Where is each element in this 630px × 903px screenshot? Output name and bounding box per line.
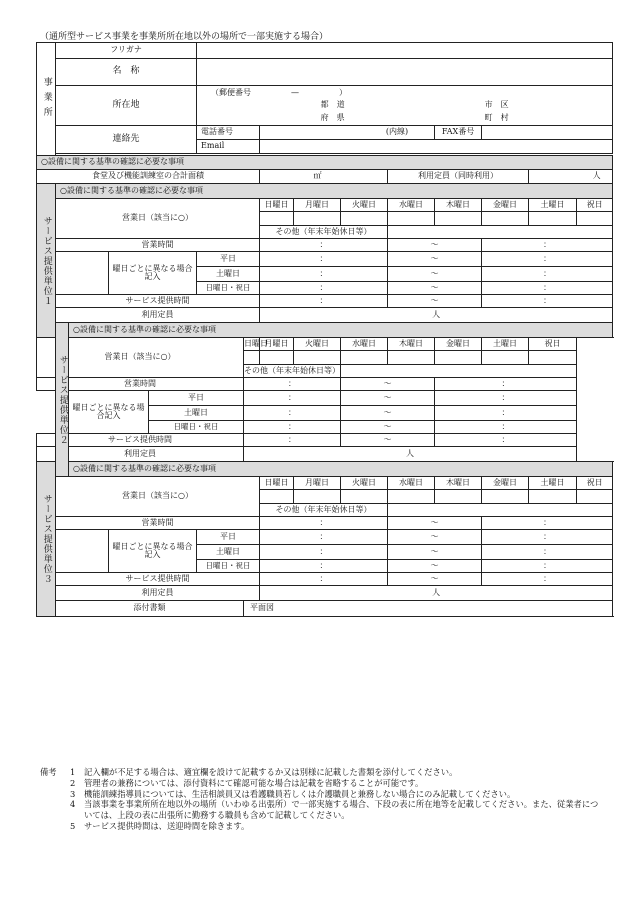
address-line[interactable] — [197, 100, 613, 112]
todo-text: 都 道 — [320, 100, 345, 110]
colon: ： — [319, 295, 328, 305]
unit-3-day-header: 木曜日 — [435, 477, 482, 490]
colon: ： — [543, 253, 552, 263]
unit-1-hours-label: 営業時間 — [56, 239, 260, 252]
colon: ： — [319, 239, 328, 249]
ext-label[interactable] — [260, 126, 435, 140]
tilde: 〜 — [383, 407, 392, 417]
unit-1-day-header: 祝日 — [577, 199, 613, 212]
chouson-text: 町 村 — [484, 113, 509, 123]
unit-3-sunday_holiday-start[interactable] — [260, 560, 388, 573]
facility-heading: ○設備に関する基準の確認に必要な事項 — [37, 156, 613, 170]
unit-1-hours-start[interactable] — [260, 239, 388, 252]
unit-1-day-checkbox[interactable] — [482, 212, 529, 226]
note-text: 記入欄が不足する場合は、適宜欄を設けて記載するか又は別様に記載した書類を添付してください。 — [84, 767, 458, 777]
colon: ： — [288, 434, 297, 444]
fuken-text: 府 県 — [320, 113, 345, 123]
colon: ： — [543, 573, 552, 583]
unit-3-hours-start[interactable] — [260, 517, 388, 530]
unit-1-other-input[interactable] — [388, 226, 613, 239]
unit-2-day-header: 月曜日 — [260, 338, 294, 351]
unit-2-weekday-end[interactable] — [435, 391, 577, 406]
unit-3-service-start[interactable] — [260, 573, 388, 586]
colon: ： — [501, 378, 510, 388]
colon: ： — [319, 546, 328, 556]
unit-3-other-input[interactable] — [388, 504, 613, 517]
unit-1-saturday-tilde — [388, 267, 482, 282]
unit-1-day-header: 木曜日 — [435, 199, 482, 212]
unit-2-day-checkbox[interactable] — [244, 351, 260, 365]
notes-head — [40, 778, 70, 789]
colon: ： — [319, 282, 328, 292]
colon: ： — [288, 378, 297, 388]
note-text: サービス提供時間は、送迎時間を除きます。 — [84, 820, 250, 831]
colon: ： — [288, 407, 297, 417]
unit-3-weekday-start[interactable] — [260, 530, 388, 545]
note-item — [40, 821, 600, 832]
colon: ： — [501, 392, 510, 402]
colon: ： — [501, 421, 510, 431]
unit-1-service-tilde — [388, 295, 482, 308]
tilde: 〜 — [430, 560, 439, 570]
unit-3-weekday-tilde — [388, 530, 482, 545]
unit-3-day-checkbox[interactable] — [341, 490, 388, 504]
unit-2-day-checkbox[interactable] — [529, 351, 577, 365]
unit-1-service-start[interactable] — [260, 295, 388, 308]
unit-1-sunday_holiday-label: 日曜日・祝日 — [197, 282, 260, 295]
area-label: 食堂及び機能訓練室の合計面積 — [37, 170, 260, 184]
person-unit: 人 — [432, 587, 441, 597]
tilde: 〜 — [430, 253, 439, 263]
notes-head — [40, 799, 70, 821]
unit-3-day-header: 水曜日 — [388, 477, 435, 490]
email-label: Email — [197, 140, 260, 154]
colon: ： — [319, 517, 328, 527]
colon: ： — [319, 531, 328, 541]
note-item — [40, 767, 600, 778]
cell — [56, 252, 109, 295]
unit-3-service-hours-label: サービス提供時間 — [56, 573, 260, 586]
shiku-text: 市 区 — [484, 100, 509, 110]
unit-2-saturday-tilde — [341, 406, 435, 421]
unit-2-day-header: 日曜日 — [244, 338, 260, 351]
area-unit: ㎡ — [313, 171, 322, 181]
note-number: 4 — [70, 799, 76, 810]
unit-3-saturday-start[interactable] — [260, 545, 388, 560]
unit-1-day-checkbox[interactable] — [388, 212, 435, 226]
unit-1-saturday-start[interactable] — [260, 267, 388, 282]
unit-1-day-checkbox[interactable] — [529, 212, 577, 226]
unit-1-service-end[interactable] — [482, 295, 613, 308]
unit-2-day-checkbox[interactable] — [260, 351, 294, 365]
unit-2-hours-label: 営業時間 — [37, 378, 244, 391]
tilde: 〜 — [430, 531, 439, 541]
colon: ： — [288, 392, 297, 402]
note-text: 当該事業を事業所所在地以外の場所（いわゆる出張所）で一部実施する場合、下段の表に所在地等を記載してください。また、従業者については、上段の表に出張所に勤務する職員も含めて記載してください。 — [84, 799, 599, 821]
tilde: 〜 — [383, 434, 392, 444]
unit-1-per-day-label: 曜日ごとに異なる場合記入 — [109, 252, 197, 295]
tilde: 〜 — [430, 282, 439, 292]
unit-3-day-header: 土曜日 — [529, 477, 577, 490]
cell — [56, 530, 109, 573]
unit-3-day-checkbox[interactable] — [388, 490, 435, 504]
unit-3-day-header: 月曜日 — [294, 477, 341, 490]
office-side-label: 事業所 — [37, 43, 56, 156]
unit-2-saturday-end[interactable] — [435, 406, 577, 421]
capacity-label: 利用定員（同時利用） — [388, 170, 529, 184]
unit-2-service-end[interactable] — [435, 434, 577, 447]
unit-2-weekday-label: 平日 — [149, 391, 244, 406]
tilde: 〜 — [383, 421, 392, 431]
address-line-2[interactable] — [197, 112, 613, 126]
note-number: 1 — [70, 767, 76, 777]
unit-3-day-checkbox[interactable] — [529, 490, 577, 504]
unit-2-sunday_holiday-tilde — [341, 421, 435, 434]
unit-2-hours-start[interactable] — [244, 378, 341, 391]
unit-3-capacity-label: 利用定員 — [56, 586, 260, 601]
unit-3-saturday-end[interactable] — [482, 545, 613, 560]
unit-2-weekday-start[interactable] — [244, 391, 341, 406]
unit-2-sunday_holiday-end[interactable] — [435, 421, 577, 434]
furigana-label: フリガナ — [56, 43, 197, 59]
unit-3-per-day-label: 曜日ごとに異なる場合記入 — [109, 530, 197, 573]
note-text: 機能訓練指導員については、生活相談員又は看護職員若しくは介護職員と兼務しない場合にのみ記載してください。 — [84, 788, 516, 799]
tilde: 〜 — [430, 268, 439, 278]
unit-1-sunday_holiday-tilde — [388, 282, 482, 295]
unit-1-weekday-end[interactable] — [482, 252, 613, 267]
postal-code-field[interactable] — [197, 86, 613, 100]
unit-1-business-days-label: 営業日（該当に○） — [56, 199, 260, 239]
unit-1-sunday_holiday-start[interactable] — [260, 282, 388, 295]
unit-2-capacity-input[interactable] — [244, 447, 577, 462]
unit-2-other-input[interactable] — [341, 365, 577, 378]
unit-2-side-label: サービス提供単位２ — [56, 323, 69, 477]
unit-2-business-days-label: 営業日（該当に○） — [37, 338, 244, 378]
unit-3-saturday-label: 土曜日 — [197, 545, 260, 560]
colon: ： — [543, 282, 552, 292]
unit-3-weekday-label: 平日 — [197, 530, 260, 545]
unit-1-weekday-tilde — [388, 252, 482, 267]
colon: ： — [319, 268, 328, 278]
note-item — [40, 799, 600, 821]
colon: ： — [543, 295, 552, 305]
attachment-value[interactable]: 平面図 — [244, 601, 613, 617]
unit-1-hours-end[interactable] — [482, 239, 613, 252]
unit-3-other-label: その他（年末年始休日等） — [260, 504, 388, 517]
unit-3-hours-end[interactable] — [482, 517, 613, 530]
postal-text: （郵便番号 — ） — [211, 87, 348, 97]
unit-1-day-checkbox[interactable] — [260, 212, 294, 226]
unit-3-day-checkbox[interactable] — [482, 490, 529, 504]
unit-2-day-header: 金曜日 — [435, 338, 482, 351]
unit-1-weekday-start[interactable] — [260, 252, 388, 267]
unit-1-day-header: 土曜日 — [529, 199, 577, 212]
notes-section — [40, 767, 600, 832]
unit-1-day-checkbox[interactable] — [294, 212, 341, 226]
notes-head: 備考 — [40, 767, 57, 777]
unit-3-day-checkbox[interactable] — [435, 490, 482, 504]
unit-2-day-checkbox[interactable] — [435, 351, 482, 365]
unit-2-day-checkbox[interactable] — [482, 351, 529, 365]
notes-head — [40, 789, 70, 800]
unit-1-service-hours-label: サービス提供時間 — [56, 295, 260, 308]
unit-1-day-header: 日曜日 — [260, 199, 294, 212]
unit-1-saturday-label: 土曜日 — [197, 267, 260, 282]
colon: ： — [543, 531, 552, 541]
unit-2-other-label: その他（年末年始休日等） — [244, 365, 341, 378]
ext-text: (内線) — [385, 127, 409, 137]
colon: ： — [319, 253, 328, 263]
form-caption: （通所型サービス事業を事業所所在地以外の場所で一部実施する場合） — [40, 32, 329, 42]
unit-2-day-checkbox[interactable] — [388, 351, 435, 365]
unit-3-hours-label: 営業時間 — [56, 517, 260, 530]
unit-1-saturday-end[interactable] — [482, 267, 613, 282]
colon: ： — [319, 573, 328, 583]
person-unit: 人 — [432, 309, 441, 319]
unit-2-service-start[interactable] — [244, 434, 341, 447]
contact-label: 連絡先 — [56, 126, 197, 154]
unit-2-day-header: 土曜日 — [482, 338, 529, 351]
unit-3-sunday_holiday-end[interactable] — [482, 560, 613, 573]
email-input[interactable] — [260, 140, 613, 154]
unit-3-service-end[interactable] — [482, 573, 613, 586]
unit-3-service-tilde — [388, 573, 482, 586]
unit-2-hours-end[interactable] — [435, 378, 577, 391]
unit-2-weekday-tilde — [341, 391, 435, 406]
unit-3-business-days-label: 営業日（該当に○） — [56, 477, 260, 517]
unit-3-day-header: 金曜日 — [482, 477, 529, 490]
unit-2-day-header: 火曜日 — [294, 338, 341, 351]
unit-3-side-label: サービス提供単位３ — [37, 462, 56, 617]
fax-input[interactable] — [482, 126, 613, 140]
note-item — [40, 789, 600, 800]
colon: ： — [288, 421, 297, 431]
unit-1-day-header: 金曜日 — [482, 199, 529, 212]
colon: ： — [543, 239, 552, 249]
unit-1-heading: ○設備に関する基準の確認に必要な事項 — [56, 184, 613, 199]
unit-1-capacity-input[interactable] — [260, 308, 613, 323]
unit-3-day-header: 祝日 — [577, 477, 613, 490]
unit-2-service-hours-label: サービス提供時間 — [37, 434, 244, 447]
tilde: 〜 — [383, 378, 392, 388]
unit-2-sunday_holiday-start[interactable] — [244, 421, 341, 434]
note-number: 5 — [70, 820, 76, 831]
phone-label: 電話番号 — [197, 126, 260, 140]
tilde: 〜 — [383, 392, 392, 402]
unit-2-hours-tilde — [341, 378, 435, 391]
attachment-label: 添付書類 — [56, 601, 244, 617]
capacity-unit: 人 — [592, 171, 601, 181]
area-input[interactable] — [260, 170, 388, 184]
tilde: 〜 — [430, 295, 439, 305]
unit-1-day-checkbox[interactable] — [435, 212, 482, 226]
unit-2-per-day-label: 曜日ごとに異なる場合記入 — [69, 391, 149, 434]
furigana-input[interactable] — [197, 43, 613, 59]
unit-3-hours-tilde — [388, 517, 482, 530]
address-label: 所在地 — [56, 86, 197, 126]
office-form-table — [36, 42, 613, 617]
unit-1-day-checkbox[interactable] — [577, 212, 613, 226]
unit-2-saturday-label: 土曜日 — [149, 406, 244, 421]
unit-1-day-header: 水曜日 — [388, 199, 435, 212]
unit-2-sunday_holiday-label: 日曜日・祝日 — [149, 421, 244, 434]
unit-3-weekday-end[interactable] — [482, 530, 613, 545]
colon: ： — [543, 268, 552, 278]
unit-1-hours-tilde — [388, 239, 482, 252]
unit-2-day-header: 水曜日 — [341, 338, 388, 351]
tilde: 〜 — [430, 239, 439, 249]
unit-3-heading: ○設備に関する基準の確認に必要な事項 — [69, 462, 613, 477]
name-label: 名 称 — [56, 59, 197, 86]
unit-2-saturday-start[interactable] — [244, 406, 341, 421]
unit-2-day-header: 木曜日 — [388, 338, 435, 351]
unit-2-day-header: 祝日 — [529, 338, 577, 351]
tilde: 〜 — [430, 546, 439, 556]
unit-3-saturday-tilde — [388, 545, 482, 560]
unit-2-day-checkbox[interactable] — [341, 351, 388, 365]
unit-1-side-label: サービス提供単位１ — [37, 184, 56, 338]
unit-2-day-checkbox[interactable] — [294, 351, 341, 365]
colon: ： — [543, 546, 552, 556]
name-input[interactable] — [197, 59, 613, 86]
unit-3-day-checkbox[interactable] — [577, 490, 613, 504]
tilde: 〜 — [430, 573, 439, 583]
unit-1-sunday_holiday-end[interactable] — [482, 282, 613, 295]
person-unit: 人 — [406, 448, 415, 458]
note-item — [40, 778, 600, 789]
unit-2-service-tilde — [341, 434, 435, 447]
unit-3-sunday_holiday-label: 日曜日・祝日 — [197, 560, 260, 573]
unit-1-capacity-label: 利用定員 — [56, 308, 260, 323]
notes-head — [40, 821, 70, 832]
colon: ： — [543, 517, 552, 527]
colon: ： — [543, 560, 552, 570]
capacity-input[interactable] — [529, 170, 613, 184]
colon: ： — [319, 560, 328, 570]
unit-3-sunday_holiday-tilde — [388, 560, 482, 573]
note-text: 管理者の兼務については、添付資料にて確認可能な場合は記載を省略することが可能です。 — [84, 777, 424, 788]
unit-1-day-header: 月曜日 — [294, 199, 341, 212]
colon: ： — [501, 434, 510, 444]
unit-3-day-checkbox[interactable] — [260, 490, 294, 504]
unit-3-day-checkbox[interactable] — [294, 490, 341, 504]
unit-1-day-header: 火曜日 — [341, 199, 388, 212]
unit-2-heading: ○設備に関する基準の確認に必要な事項 — [69, 323, 613, 338]
note-number: 2 — [70, 777, 76, 788]
unit-1-weekday-label: 平日 — [197, 252, 260, 267]
fax-label: FAX番号 — [435, 126, 482, 140]
unit-3-day-header: 日曜日 — [260, 477, 294, 490]
colon: ： — [501, 407, 510, 417]
note-number: 3 — [70, 788, 76, 799]
unit-3-capacity-input[interactable] — [260, 586, 613, 601]
unit-2-capacity-label: 利用定員 — [37, 447, 244, 462]
tilde: 〜 — [430, 517, 439, 527]
unit-1-other-label: その他（年末年始休日等） — [260, 226, 388, 239]
unit-3-day-header: 火曜日 — [341, 477, 388, 490]
unit-1-day-checkbox[interactable] — [341, 212, 388, 226]
